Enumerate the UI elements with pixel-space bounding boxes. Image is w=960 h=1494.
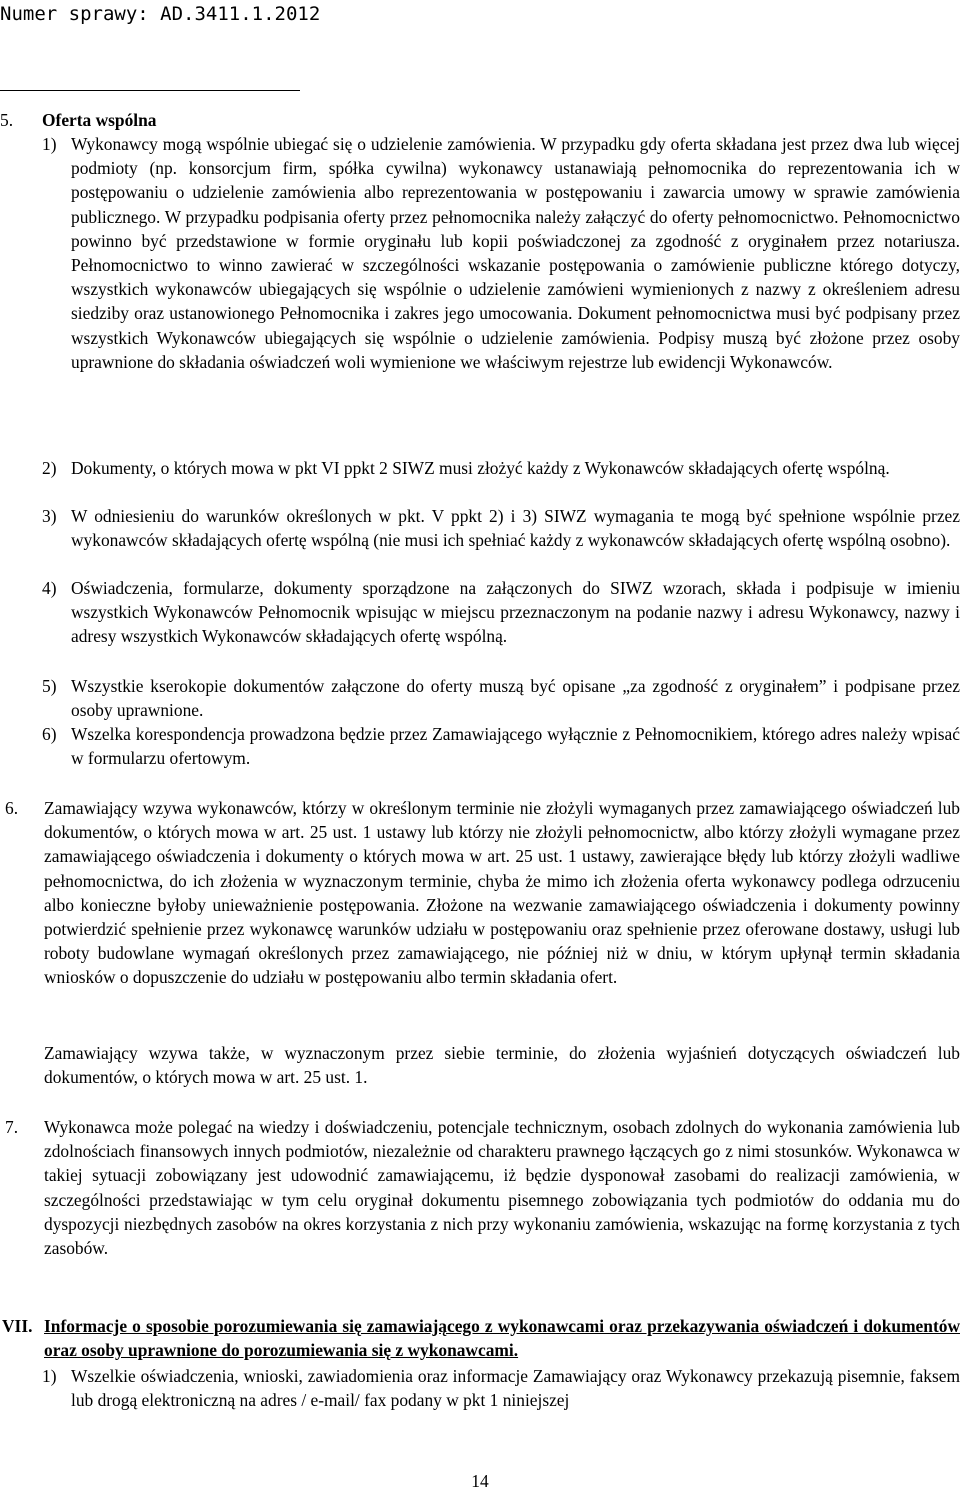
section-7-number: 7. <box>5 1117 19 1137</box>
list-item-number: 4) <box>42 578 57 598</box>
section-5-number: 5. <box>0 110 14 130</box>
list-item-text: Wszystkie kserokopie dokumentów załączone do oferty muszą być opisane „za zgodność z oryginałem” i podpisane przez osoby uprawnione. <box>71 676 960 721</box>
section-6-paragraph: Zamawiający wzywa także, w wyznaczonym przez siebie terminie, do złożenia wyjaśnień dotyczących oświadczeń lub dokumentów, o których mowa w art. 25 ust. 1. <box>44 1043 960 1088</box>
list-item-text: W odniesieniu do warunków określonych w pkt. V ppkt 2) i 3) SIWZ wymagania te mogą być spełnione wspólnie przez wykonawców składających ofertę wspólną (nie musi ich spełniać każdy z wykonawców składających ofertę wspólną osobno). <box>71 506 960 551</box>
list-item-text: Wszelkie oświadczenia, wnioski, zawiadomienia oraz informacje Zamawiający oraz Wykonawcy przekazują pisemnie, faksem lub drogą elektroniczną na adres / e-mail/ fax podany w pkt 1 niniejszej <box>71 1366 960 1411</box>
page-number: 14 <box>471 1471 489 1491</box>
header-separator <box>0 90 300 91</box>
list-item-text: Dokumenty, o których mowa w pkt VI ppkt 2 SIWZ musi złożyć każdy z Wykonawców składających ofertę wspólną. <box>71 458 890 478</box>
list-item-number: 3) <box>42 506 57 526</box>
list-item-text: Oświadczenia, formularze, dokumenty sporządzone na załączonych do SIWZ wzorach, składa i podpisuje w imieniu wszystkich Wykonawców Pełnomocnik wpisując w miejscu przeznaczonym na podanie nazwy i adresu Wykonawcy, nazwy i adresy wszystkich Wykonawców składających ofertę wspólną. <box>71 578 960 647</box>
section-7-paragraph: Wykonawca może polegać na wiedzy i doświadczeniu, potencjale technicznym, osobach zdolnych do wykonania zamówienia lub zdolnościach finansowych innych podmiotów, niezależnie od charakteru prawnego łączących go z nimi stosunków. Wykonawca w takiej sytuacji zobowiązany jest udowodnić zamawiającemu, iż będzie dysponował zasobami do realizacji zamówienia, w szczególności przedstawiając w tym celu oryginał dokumentu pisemnego zobowiązania tych podmiotów do oddania mu do dyspozycji niezbędnych zasobów na okres korzystania z nich przy wykonaniu zamówienia, wskazując na formę korzystania z tych zasobów. <box>44 1117 960 1259</box>
list-item-number: 6) <box>42 724 57 744</box>
case-number-header: Numer sprawy: AD.3411.1.2012 <box>0 3 321 25</box>
list-item-number: 5) <box>42 676 57 696</box>
section-6-number: 6. <box>5 798 19 818</box>
list-item-number: 1) <box>42 134 57 154</box>
section-vii-title: Informacje o sposobie porozumiewania się zamawiającego z wykonawcami oraz przekazywania oświadczeń i dokumentów oraz osoby uprawnione do porozumiewania się z wykonawcami. <box>44 1316 960 1361</box>
list-item-text: Wykonawcy mogą wspólnie ubiegać się o udzielenie zamówienia. W przypadku gdy oferta składana jest przez dwa lub więcej podmioty (np. konsorcjum firm, spółka cywilna) wykonawcy ustanawiają pełnomocnika do reprezentowania ich w postępowaniu o udzielenie zamówienia albo reprezentowania w postępowaniu i zawarcia umowy w sprawie zamówienia publicznego. W przypadku podpisania oferty przez pełnomocnika należy załączyć do oferty pełnomocnictwo. Pełnomocnictwo powinno być przedstawione w formie oryginału lub kopii poświadczonej za zgodność z oryginałem przez notariusza. Pełnomocnictwo to winno zawierać w szczególności wskazanie postępowania o zamówienie publiczne którego dotyczy, wszystkich wykonawców ubiegających się wspólnie o udzielenie zamówieni wymienionych z nazwy z określeniem adresu siedziby oraz ustanowionego Pełnomocnika i zakres jego umocowania. Dokument pełnomocnictwa musi być podpisany przez wszystkich Wykonawców ubiegających się wspólnie o udzielenie zamówienia. Podpisy muszą być złożone przez osoby uprawnione do składania oświadczeń woli wymienione we właściwym rejestrze lub ewidencji Wykonawców. <box>71 134 960 372</box>
list-item-number: 1) <box>42 1366 57 1386</box>
section-vii-number: VII. <box>2 1316 33 1336</box>
section-6-paragraph: Zamawiający wzywa wykonawców, którzy w określonym terminie nie złożyli wymaganych przez zamawiającego oświadczeń lub dokumentów, o których mowa w art. 25 ust. 1 ustawy lub którzy nie złożyli pełnomocnictw, albo którzy złożyli wymagane przez zamawiającego oświadczenia i dokumenty o których mowa w art. 25 ust. 1 ustawy, zawierające błędy lub którzy złożyli wadliwe pełnomocnictwa, do ich złożenia w wyznaczonym terminie, chyba że mimo ich złożenia oferta wykonawcy podlega odrzuceniu albo konieczne byłoby unieważnienie postępowania. Złożone na wezwanie zamawiającego oświadczenia i dokumenty powinny potwierdzić spełnienie przez wykonawcę warunków udziału w postępowaniu oraz spełnienie przez oferowane dostawy, usługi lub roboty budowlane wymagań określonych przez zamawiającego, nie później niż w dniu, w którym upłynął termin składania wniosków o dopuszczenie do udziału w postępowaniu albo termin składania ofert. <box>44 798 960 988</box>
list-item-text: Wszelka korespondencja prowadzona będzie przez Zamawiającego wyłącznie z Pełnomocnikiem, którego adres należy wpisać w formularzu ofertowym. <box>71 724 960 769</box>
section-5-title: Oferta wspólna <box>42 110 157 130</box>
list-item-number: 2) <box>42 458 57 478</box>
